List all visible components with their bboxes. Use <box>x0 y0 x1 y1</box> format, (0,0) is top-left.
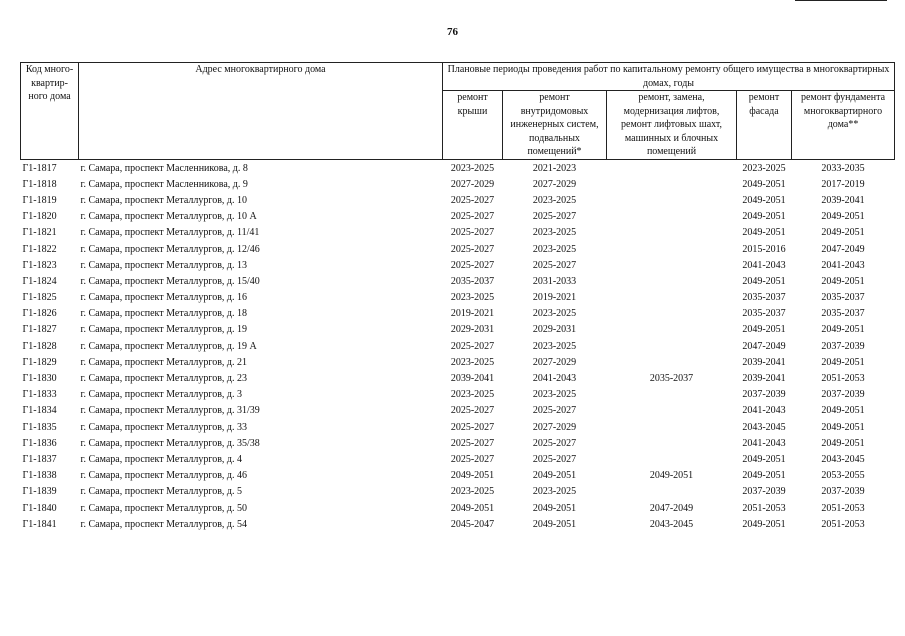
row-facade-period: 2049-2051 <box>742 518 786 530</box>
row-code: Г1-1828 <box>22 340 57 352</box>
table-row <box>21 468 895 484</box>
row-roof-period: 2025-2027 <box>450 421 495 433</box>
row-facade-period: 2035-2037 <box>742 308 786 320</box>
table-row <box>21 387 895 403</box>
row-code: Г1-1840 <box>22 502 57 514</box>
header-periods-group: Плановые периоды проведения работ по капитальному ремонту общего имущества в многоквартирных домах, годы <box>443 63 895 91</box>
row-roof-period: 2023-2025 <box>450 389 495 401</box>
row-roof-period: 2023-2025 <box>450 292 495 304</box>
row-roof-period: 2025-2027 <box>450 211 495 223</box>
table-row <box>21 160 895 177</box>
row-lifts-period <box>607 192 737 208</box>
row-roof-period: 2025-2027 <box>450 340 495 352</box>
row-facade-period: 2041-2043 <box>742 405 786 417</box>
row-lifts-period <box>607 209 737 225</box>
row-facade-period: 2051-2053 <box>742 502 786 514</box>
table-row <box>21 451 895 467</box>
row-lifts-period <box>607 338 737 354</box>
row-facade-period: 2049-2051 <box>742 324 786 336</box>
row-systems-period: 2027-2029 <box>532 421 577 433</box>
row-facade-period: 2047-2049 <box>742 340 786 352</box>
row-address: г. Самара, проспект Металлургов, д. 16 <box>80 292 248 304</box>
row-systems-period: 2025-2027 <box>532 211 577 223</box>
row-systems-period: 2019-2021 <box>532 292 577 304</box>
row-code: Г1-1834 <box>22 405 57 417</box>
row-code: Г1-1819 <box>22 194 57 206</box>
header-code: Код много-квартир-ного дома <box>21 63 79 160</box>
row-code: Г1-1837 <box>22 453 57 465</box>
table-row <box>21 241 895 257</box>
row-address: г. Самара, проспект Металлургов, д. 33 <box>80 421 248 433</box>
table-header <box>21 63 895 160</box>
row-roof-period: 2025-2027 <box>450 259 495 271</box>
row-code: Г1-1818 <box>22 178 57 190</box>
row-lifts-period <box>607 225 737 241</box>
row-foundation-period: 2049-2051 <box>821 211 865 223</box>
row-address: г. Самара, проспект Металлургов, д. 50 <box>80 502 248 514</box>
row-facade-period: 2049-2051 <box>742 470 786 482</box>
row-lifts-period <box>607 403 737 419</box>
row-code: Г1-1829 <box>22 356 57 368</box>
row-roof-period: 2049-2051 <box>450 502 495 514</box>
row-foundation-period: 2053-2055 <box>821 470 865 482</box>
row-address: г. Самара, проспект Металлургов, д. 19 А <box>80 340 257 352</box>
row-address: г. Самара, проспект Металлургов, д. 31/39 <box>80 405 260 417</box>
row-address: г. Самара, проспект Металлургов, д. 11/41 <box>80 227 260 239</box>
row-foundation-period: 2037-2039 <box>821 486 865 498</box>
row-foundation-period: 2043-2045 <box>821 453 865 465</box>
row-roof-period: 2049-2051 <box>450 470 495 482</box>
row-systems-period: 2023-2025 <box>532 308 577 320</box>
row-roof-period: 2025-2027 <box>450 194 495 206</box>
row-foundation-period: 2039-2041 <box>821 194 865 206</box>
row-roof-period: 2023-2025 <box>450 356 495 368</box>
top-rule <box>795 0 887 1</box>
row-roof-period: 2027-2029 <box>450 178 495 190</box>
row-foundation-period: 2035-2037 <box>821 292 865 304</box>
row-roof-period: 2025-2027 <box>450 243 495 255</box>
row-address: г. Самара, проспект Металлургов, д. 5 <box>80 486 243 498</box>
row-address: г. Самара, проспект Металлургов, д. 35/38 <box>80 437 260 449</box>
row-systems-period: 2023-2025 <box>532 243 577 255</box>
row-address: г. Самара, проспект Масленникова, д. 9 <box>80 178 248 190</box>
row-address: г. Самара, проспект Металлургов, д. 10 <box>80 194 248 206</box>
row-foundation-period: 2041-2043 <box>821 259 865 271</box>
row-foundation-period: 2047-2049 <box>821 243 865 255</box>
row-roof-period: 2045-2047 <box>450 518 495 530</box>
row-facade-period: 2035-2037 <box>742 292 786 304</box>
row-address: г. Самара, проспект Металлургов, д. 3 <box>80 389 243 401</box>
row-address: г. Самара, проспект Масленникова, д. 8 <box>80 162 248 174</box>
row-systems-period: 2023-2025 <box>532 227 577 239</box>
row-systems-period: 2029-2031 <box>532 324 577 336</box>
row-code: Г1-1827 <box>22 324 57 336</box>
row-lifts-period: 2047-2049 <box>649 502 694 514</box>
row-roof-period: 2025-2027 <box>450 405 495 417</box>
row-roof-period: 2019-2021 <box>450 308 495 320</box>
row-facade-period: 2049-2051 <box>742 178 786 190</box>
row-code: Г1-1841 <box>22 518 57 530</box>
table-row <box>21 484 895 500</box>
row-foundation-period: 2033-2035 <box>821 162 865 174</box>
row-lifts-period <box>607 451 737 467</box>
row-facade-period: 2023-2025 <box>742 162 786 174</box>
table-row <box>21 516 895 532</box>
row-foundation-period: 2049-2051 <box>821 405 865 417</box>
row-code: Г1-1822 <box>22 243 57 255</box>
row-lifts-period <box>607 387 737 403</box>
row-code: Г1-1825 <box>22 292 57 304</box>
row-code: Г1-1820 <box>22 211 57 223</box>
row-address: г. Самара, проспект Металлургов, д. 54 <box>80 518 248 530</box>
table-body <box>21 160 895 533</box>
row-lifts-period <box>607 322 737 338</box>
row-roof-period: 2023-2025 <box>450 486 495 498</box>
row-lifts-period <box>607 290 737 306</box>
row-lifts-period <box>607 241 737 257</box>
row-systems-period: 2049-2051 <box>532 518 577 530</box>
row-code: Г1-1824 <box>22 275 57 287</box>
row-foundation-period: 2037-2039 <box>821 389 865 401</box>
row-facade-period: 2049-2051 <box>742 275 786 287</box>
row-systems-period: 2025-2027 <box>532 453 577 465</box>
row-address: г. Самара, проспект Металлургов, д. 10 А <box>80 211 257 223</box>
row-code: Г1-1823 <box>22 259 57 271</box>
row-code: Г1-1817 <box>22 162 57 174</box>
row-foundation-period: 2049-2051 <box>821 275 865 287</box>
row-lifts-period: 2035-2037 <box>649 373 694 385</box>
row-facade-period: 2049-2051 <box>742 194 786 206</box>
row-address: г. Самара, проспект Металлургов, д. 46 <box>80 470 248 482</box>
row-facade-period: 2037-2039 <box>742 389 786 401</box>
row-facade-period: 2049-2051 <box>742 227 786 239</box>
row-lifts-period <box>607 160 737 177</box>
table-row <box>21 273 895 289</box>
row-systems-period: 2027-2029 <box>532 356 577 368</box>
row-systems-period: 2031-2033 <box>532 275 577 287</box>
header-roof: ремонт крыши <box>443 91 503 160</box>
row-systems-period: 2049-2051 <box>532 470 577 482</box>
table-row <box>21 209 895 225</box>
row-lifts-period <box>607 419 737 435</box>
row-systems-period: 2021-2023 <box>532 162 577 174</box>
row-facade-period: 2037-2039 <box>742 486 786 498</box>
row-facade-period: 2039-2041 <box>742 356 786 368</box>
row-address: г. Самара, проспект Металлургов, д. 4 <box>80 453 243 465</box>
row-foundation-period: 2037-2039 <box>821 340 865 352</box>
row-roof-period: 2023-2025 <box>450 162 495 174</box>
row-code: Г1-1830 <box>22 373 57 385</box>
row-lifts-period <box>607 354 737 370</box>
row-lifts-period <box>607 257 737 273</box>
row-code: Г1-1836 <box>22 437 57 449</box>
table-row <box>21 322 895 338</box>
row-lifts-period <box>607 176 737 192</box>
row-code: Г1-1833 <box>22 389 57 401</box>
row-systems-period: 2023-2025 <box>532 194 577 206</box>
row-facade-period: 2041-2043 <box>742 259 786 271</box>
row-systems-period: 2023-2025 <box>532 389 577 401</box>
row-foundation-period: 2049-2051 <box>821 437 865 449</box>
row-lifts-period <box>607 306 737 322</box>
row-address: г. Самара, проспект Металлургов, д. 19 <box>80 324 248 336</box>
row-code: Г1-1839 <box>22 486 57 498</box>
table-row <box>21 257 895 273</box>
row-foundation-period: 2049-2051 <box>821 227 865 239</box>
row-facade-period: 2049-2051 <box>742 453 786 465</box>
row-facade-period: 2043-2045 <box>742 421 786 433</box>
row-roof-period: 2025-2027 <box>450 453 495 465</box>
page-number: 76 <box>447 26 458 38</box>
row-systems-period: 2025-2027 <box>532 437 577 449</box>
row-address: г. Самара, проспект Металлургов, д. 18 <box>80 308 248 320</box>
table-row <box>21 500 895 516</box>
row-roof-period: 2035-2037 <box>450 275 495 287</box>
table-row <box>21 338 895 354</box>
row-code: Г1-1835 <box>22 421 57 433</box>
header-foundation: ремонт фундамента многоквартирного дома** <box>792 91 895 160</box>
row-systems-period: 2023-2025 <box>532 340 577 352</box>
header-systems: ремонт внутридомовых инженерных систем, подвальных помещений* <box>503 91 607 160</box>
header-address: Адрес многоквартирного дома <box>79 63 443 160</box>
row-lifts-period <box>607 435 737 451</box>
row-code: Г1-1826 <box>22 308 57 320</box>
row-address: г. Самара, проспект Металлургов, д. 13 <box>80 259 248 271</box>
table-row <box>21 176 895 192</box>
row-facade-period: 2015-2016 <box>742 243 786 255</box>
row-lifts-period: 2049-2051 <box>649 470 694 482</box>
row-foundation-period: 2049-2051 <box>821 324 865 336</box>
row-address: г. Самара, проспект Металлургов, д. 23 <box>80 373 248 385</box>
row-lifts-period: 2043-2045 <box>649 518 694 530</box>
row-foundation-period: 2049-2051 <box>821 356 865 368</box>
row-lifts-period <box>607 484 737 500</box>
row-systems-period: 2049-2051 <box>532 502 577 514</box>
row-foundation-period: 2017-2019 <box>821 178 865 190</box>
row-foundation-period: 2051-2053 <box>821 518 865 530</box>
row-roof-period: 2029-2031 <box>450 324 495 336</box>
row-lifts-period <box>607 273 737 289</box>
row-systems-period: 2025-2027 <box>532 259 577 271</box>
table-row <box>21 403 895 419</box>
row-address: г. Самара, проспект Металлургов, д. 15/40 <box>80 275 260 287</box>
row-foundation-period: 2049-2051 <box>821 421 865 433</box>
table-row <box>21 225 895 241</box>
row-facade-period: 2039-2041 <box>742 373 786 385</box>
header-lifts: ремонт, замена, модернизация лифтов, ремонт лифтовых шахт, машинных и блочных помещений <box>607 91 737 160</box>
row-foundation-period: 2035-2037 <box>821 308 865 320</box>
row-foundation-period: 2051-2053 <box>821 373 865 385</box>
row-address: г. Самара, проспект Металлургов, д. 12/46 <box>80 243 260 255</box>
row-systems-period: 2025-2027 <box>532 405 577 417</box>
table-row <box>21 370 895 386</box>
row-code: Г1-1838 <box>22 470 57 482</box>
row-systems-period: 2023-2025 <box>532 486 577 498</box>
row-code: Г1-1821 <box>22 227 57 239</box>
row-address: г. Самара, проспект Металлургов, д. 21 <box>80 356 248 368</box>
table-row <box>21 419 895 435</box>
table-row <box>21 306 895 322</box>
table-row <box>21 192 895 208</box>
table-row <box>21 354 895 370</box>
row-systems-period: 2041-2043 <box>532 373 577 385</box>
row-roof-period: 2039-2041 <box>450 373 495 385</box>
table-row <box>21 435 895 451</box>
row-roof-period: 2025-2027 <box>450 227 495 239</box>
row-systems-period: 2027-2029 <box>532 178 577 190</box>
row-foundation-period: 2051-2053 <box>821 502 865 514</box>
row-facade-period: 2049-2051 <box>742 211 786 223</box>
repair-schedule-table <box>20 62 895 532</box>
table-row <box>21 290 895 306</box>
row-roof-period: 2025-2027 <box>450 437 495 449</box>
header-facade: ремонт фасада <box>737 91 792 160</box>
row-facade-period: 2041-2043 <box>742 437 786 449</box>
